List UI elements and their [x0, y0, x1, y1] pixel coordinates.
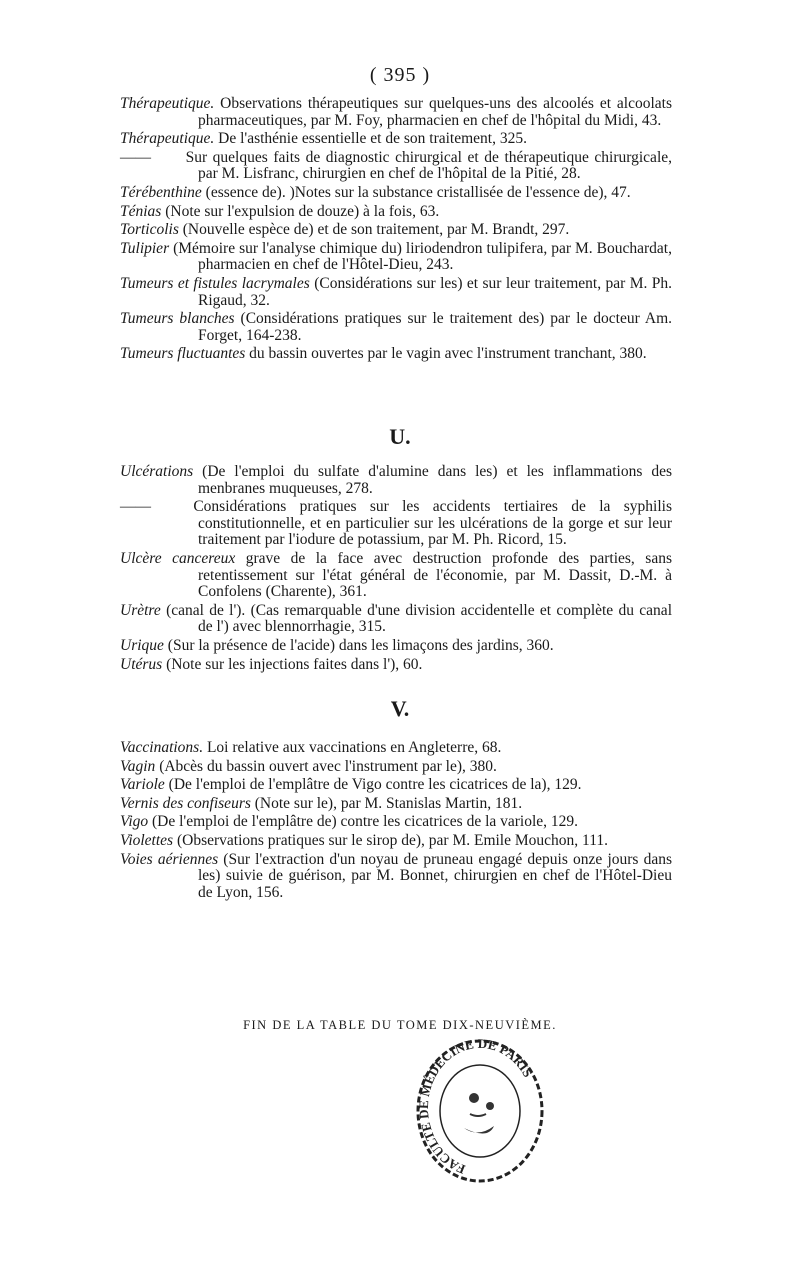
entry-text: Observations thérapeutiques sur quelques-uns des alcoolés et alcoolats pharmaceutiques, par M. Foy, pharmacien en chef de l'hôpital du Midi, 43.	[198, 95, 672, 129]
entry-text: (Abcès du bassin ouvert avec l'instrument par le), 380.	[159, 757, 497, 775]
entry-dash: ——	[120, 498, 151, 516]
entry-dash: ——	[120, 148, 151, 166]
entry-heading: Thérapeutique.	[120, 130, 215, 148]
entry-text: Sur quelques faits de diagnostic chirurgical et de thérapeutique chirurgicale, par M. Lisfranc, chirurgien en chef de l'hôpital de la Pitié, 28.	[185, 148, 673, 183]
index-entry	[120, 499, 672, 549]
entry-heading: Ulcérations	[120, 463, 194, 480]
entry-text: (Mémoire sur l'analyse chimique du) liriodendron tulipifera, par M. Bouchardat, pharmacien en chef de l'Hôtel-Dieu, 243.	[173, 239, 672, 274]
entry-text: (Sur la présence de l'acide) dans les limaçons des jardins, 360.	[167, 636, 554, 654]
entry-heading: Vigo	[120, 813, 149, 831]
index-entry	[120, 777, 672, 794]
index-entry	[120, 657, 672, 674]
entry-heading: Vaccinations.	[120, 739, 204, 756]
index-entry	[120, 204, 672, 221]
end-of-table-notice: FIN DE LA TABLE DU TOME DIX-NEUVIÈME.	[243, 1018, 557, 1032]
index-entry	[120, 740, 672, 757]
entry-heading: Térébenthine	[120, 183, 202, 201]
entry-text: Considérations pratiques sur les accidents tertiaires de la syphilis constitutionnelle, et en particulier sur les ulcérations de la gorge et sur leur traitement par l'iodure de potassium, par M. Ph. Ricord, 15.	[193, 498, 672, 549]
entry-heading: Variole	[120, 776, 165, 794]
page-number: ( 395 )	[369, 64, 431, 86]
entry-heading: Tulipier	[120, 239, 170, 257]
index-entry	[120, 276, 672, 309]
entry-text: (Note sur les injections faites dans l'), 60.	[166, 655, 423, 673]
index-entry	[120, 759, 672, 776]
entry-heading: Ténias	[120, 202, 162, 220]
index-section-t	[120, 96, 672, 365]
index-entry	[120, 96, 672, 129]
entry-text: (De l'emploi du sulfate d'alumine dans les) et les inflammations des menbranes muqueuses, 278.	[198, 463, 672, 497]
entry-heading: Voies aériennes	[120, 850, 219, 868]
entry-heading: Thérapeutique.	[120, 95, 215, 112]
index-entry	[120, 464, 672, 497]
index-entry	[120, 638, 672, 655]
entry-text: De l'asthénie essentielle et de son traitement, 325.	[218, 130, 527, 148]
entry-heading: Ulcère cancereux	[120, 549, 236, 567]
entry-text: (Considérations sur les) et sur leur traitement, par M. Ph. Rigaud, 32.	[198, 274, 673, 309]
section-letter-v: V.	[390, 696, 410, 721]
entry-text: (Sur l'extraction d'un noyau de pruneau engagé depuis onze jours dans les) suivie de guérison, par M. Bonnet, chirurgien en chef de l'Hôtel-Dieu de Lyon, 156.	[198, 850, 673, 901]
entry-heading: Torticolis	[120, 221, 179, 239]
entry-text: (Considérations pratiques sur le traitement des) par le docteur Am. Forget, 164-238.	[198, 310, 673, 344]
entry-text: Loi relative aux vaccinations en Angleterre, 68.	[206, 739, 502, 756]
index-entry	[120, 185, 672, 202]
entry-text: (Note sur le), par M. Stanislas Martin, 181.	[254, 794, 523, 812]
entry-text: (Nouvelle espèce de) et de son traitement, par M. Brandt, 297.	[182, 221, 570, 239]
entry-text: du bassin ouvertes par le vagin avec l'instrument tranchant, 380.	[249, 345, 647, 363]
index-entry	[120, 796, 672, 813]
index-entry	[120, 814, 672, 831]
index-entry	[120, 150, 672, 183]
index-section-v	[120, 740, 672, 903]
index-entry	[120, 551, 672, 601]
section-letter-u: U.	[389, 424, 411, 449]
library-stamp	[412, 1036, 548, 1186]
index-entry	[120, 311, 672, 344]
entry-text: (Observations pratiques sur le sirop de), par M. Emile Mouchon, 111.	[176, 831, 609, 849]
entry-heading: Utérus	[120, 655, 163, 673]
entry-heading: Urètre	[120, 601, 161, 619]
entry-heading: Urique	[120, 636, 164, 654]
index-entry	[120, 131, 672, 148]
index-entry	[120, 222, 672, 239]
index-section-u	[120, 464, 672, 675]
stamp-text: FACULTÉ DE MÉDECINE DE PARIS	[415, 1036, 536, 1178]
entry-text: (De l'emploi de l'emplâtre de) contre les cicatrices de la variole, 129.	[152, 813, 579, 831]
entry-text: (essence de). )Notes sur la substance cristallisée de l'essence de), 47.	[205, 183, 631, 201]
index-entry	[120, 603, 672, 636]
index-entry	[120, 241, 672, 274]
entry-heading: Violettes	[120, 831, 174, 849]
entry-heading: Tumeurs blanches	[120, 310, 235, 328]
entry-text: (Note sur l'expulsion de douze) à la fois, 63.	[165, 202, 440, 220]
entry-heading: Tumeurs fluctuantes	[120, 345, 246, 363]
index-entry	[120, 852, 672, 902]
entry-heading: Vernis des confiseurs	[120, 794, 251, 812]
entry-text: (De l'emploi de l'emplâtre de Vigo contre les cicatrices de la), 129.	[168, 776, 582, 794]
index-entry	[120, 346, 672, 363]
stamp-inner-ring	[440, 1065, 520, 1157]
stamp-portrait	[464, 1093, 494, 1134]
index-entry	[120, 833, 672, 850]
entry-text: (canal de l'). (Cas remarquable d'une division accidentelle et complète du canal de l') avec blennorrhagie, 315.	[166, 601, 672, 636]
entry-heading: Vagin	[120, 757, 156, 775]
entry-text: grave de la face avec destruction profonde des parties, sans retentissement sur l'état général de l'économie, par M. Dassit, D.-M. à Confolens (Charente), 361.	[198, 549, 672, 601]
entry-heading: Tumeurs et fistules lacrymales	[120, 274, 310, 292]
